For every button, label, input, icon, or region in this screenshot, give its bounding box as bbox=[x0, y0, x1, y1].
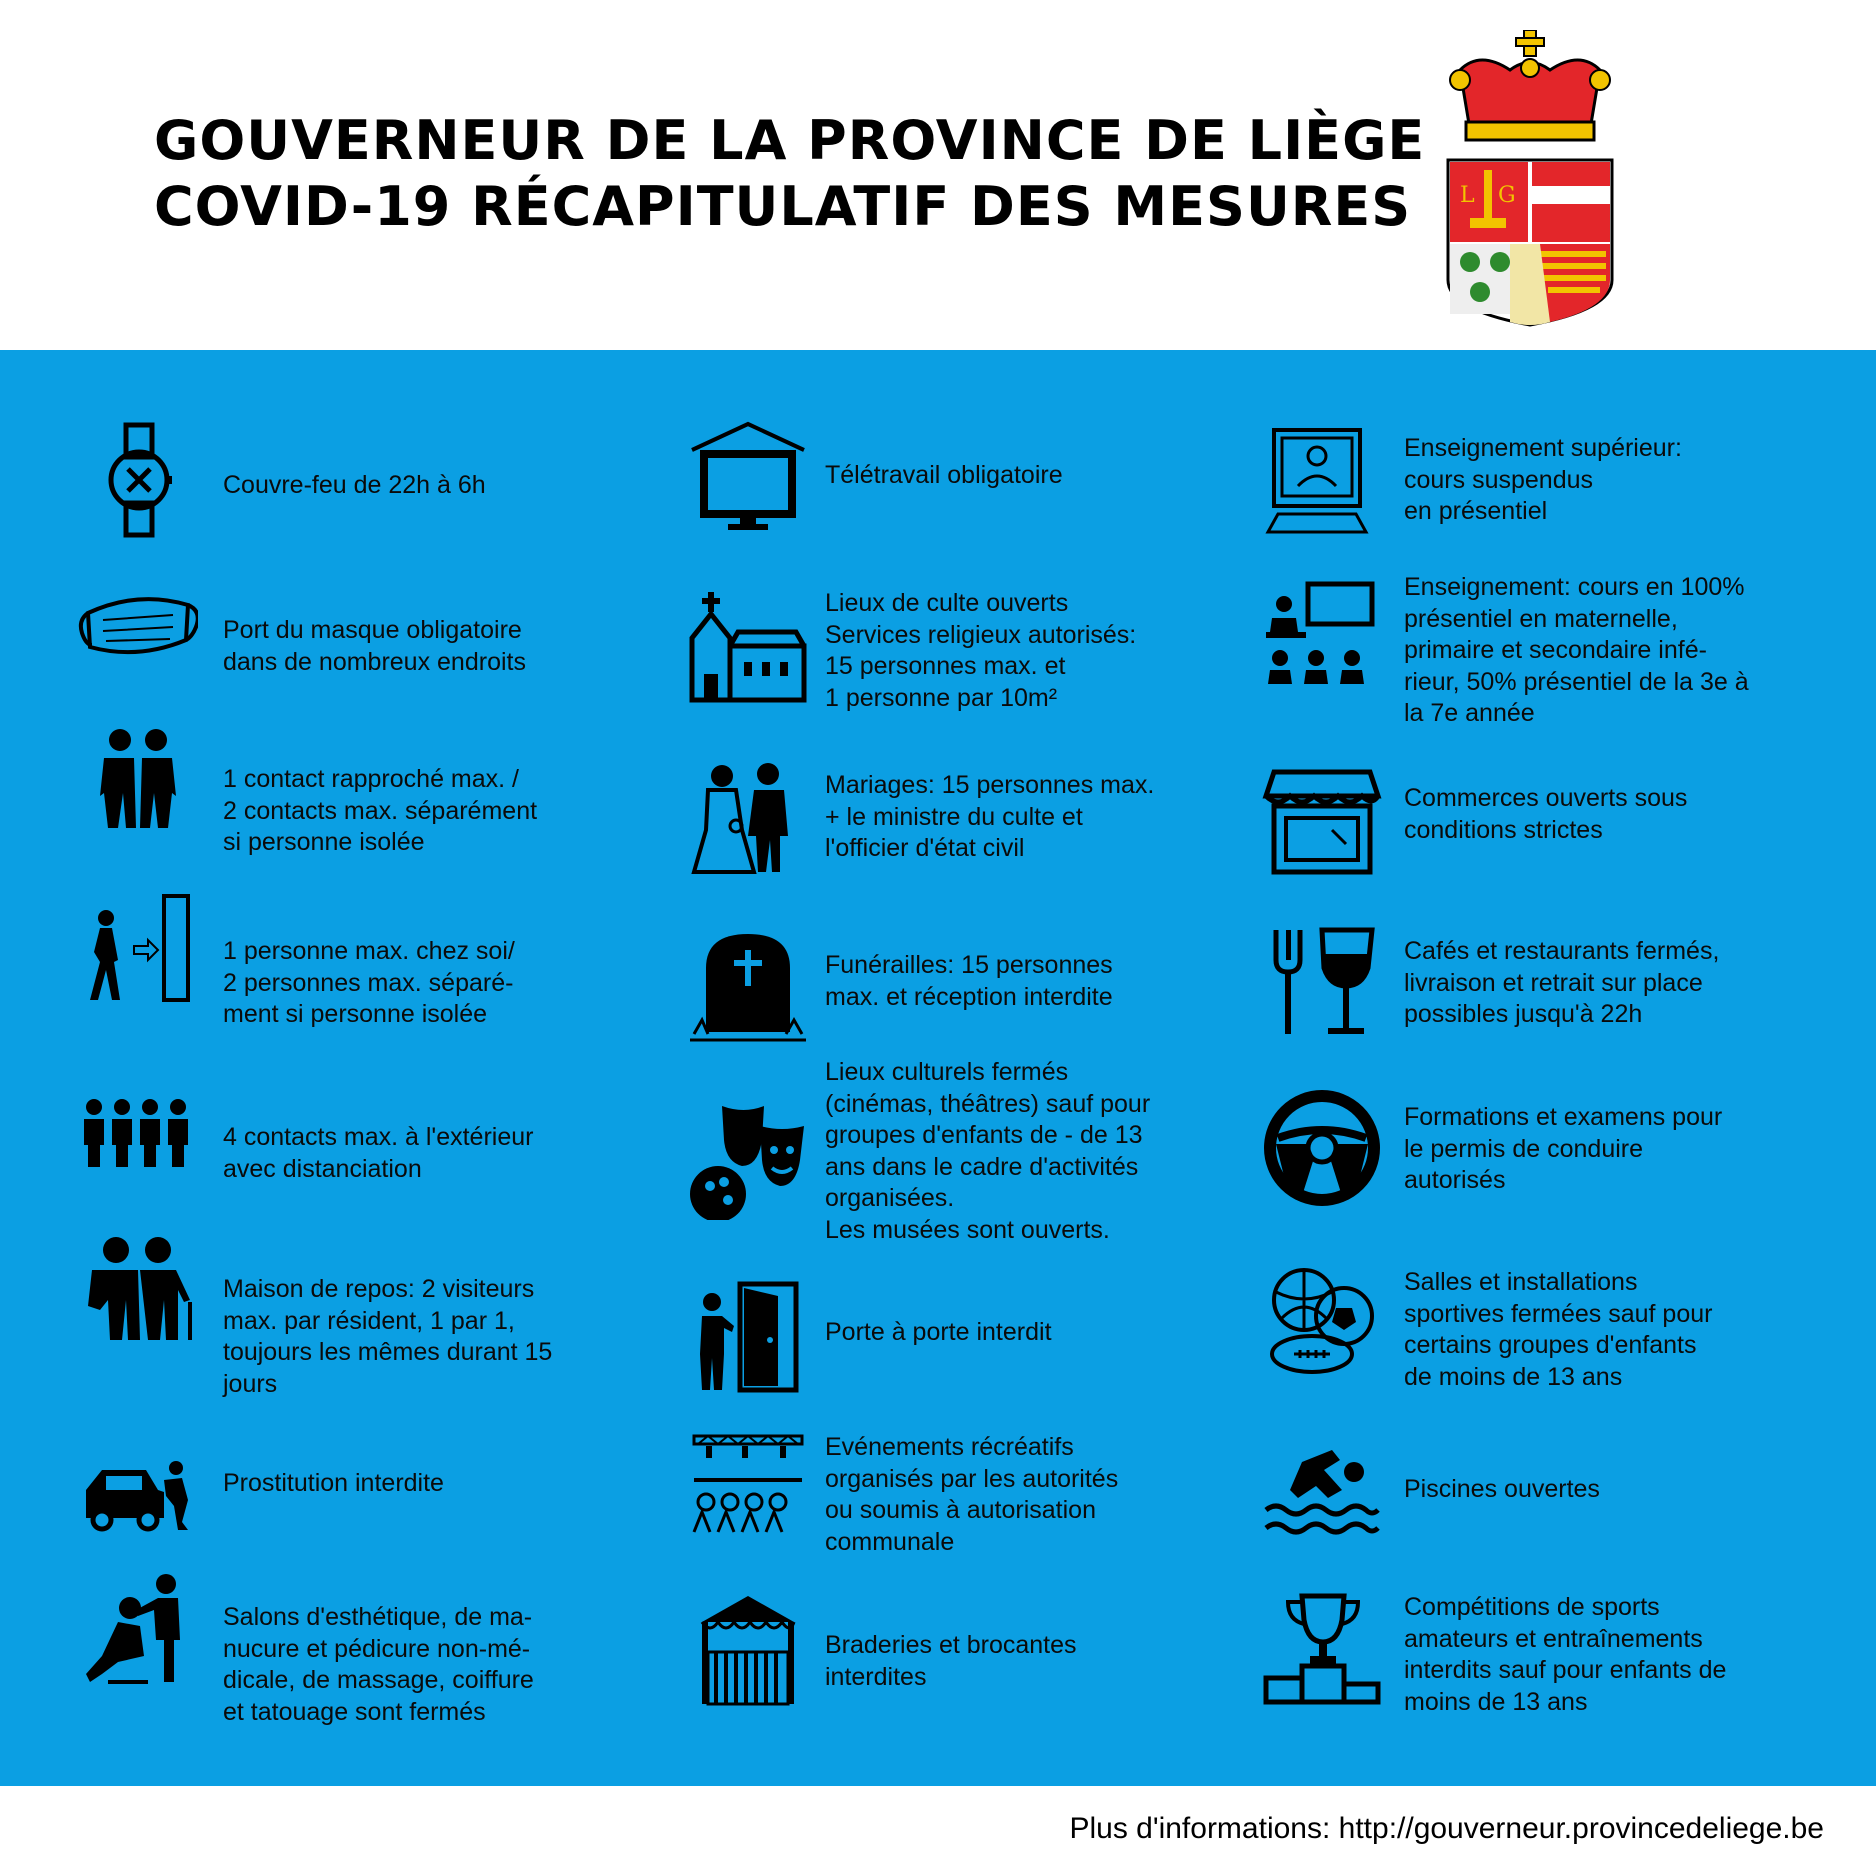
measure-text: 1 contact rapproché max. / 2 contacts max. séparément si personne isolée bbox=[223, 765, 538, 856]
measure-text: Salons d'esthétique, de ma- nucure et pédicure non-mé- dicale, de massage, coiffure et tatouage sont fermés bbox=[223, 1603, 534, 1726]
measure-text: Porte à porte interdit bbox=[825, 1318, 1052, 1346]
shop-icon bbox=[1262, 760, 1382, 880]
door-to-door-icon bbox=[688, 1278, 808, 1398]
measure-text: Formations et examens pour le permis de conduire autorisés bbox=[1404, 1103, 1723, 1194]
measure-text: Commerces ouverts sous conditions strictes bbox=[1404, 784, 1688, 844]
close-contacts-icon bbox=[78, 718, 198, 838]
header bbox=[0, 0, 1876, 350]
measure-text: Cafés et restaurants fermés, livraison et retrait sur place possibles jusqu'à 22h bbox=[1404, 937, 1720, 1028]
home-visitor-icon bbox=[78, 890, 198, 1010]
measure-text: Télétravail obligatoire bbox=[825, 461, 1063, 489]
province-crest-logo bbox=[1440, 30, 1620, 330]
measure-text: Evénements récréatifs organisés par les autorités ou soumis à autorisation communale bbox=[825, 1433, 1119, 1556]
measure-text: Port du masque obligatoire dans de nombreux endroits bbox=[223, 616, 526, 676]
measure-text: Lieux de culte ouverts Services religieux autorisés: 15 personnes max. et 1 personne par 10m² bbox=[825, 589, 1137, 712]
measure-text: Couvre-feu de 22h à 6h bbox=[223, 471, 486, 499]
measure-text: Mariages: 15 personnes max. + le ministre du culte et l'officier d'état civil bbox=[825, 771, 1155, 862]
measure-text: Braderies et brocantes interdites bbox=[825, 1631, 1077, 1691]
swimmer-icon bbox=[1262, 1432, 1382, 1552]
watch-curfew-icon bbox=[78, 420, 198, 540]
car-prostitution-icon bbox=[78, 1430, 198, 1550]
measure-text: Prostitution interdite bbox=[223, 1469, 444, 1497]
title-line-2: COVID-19 RÉCAPITULATIF DES MESURES bbox=[154, 175, 1412, 238]
steering-wheel-icon bbox=[1262, 1088, 1382, 1208]
classroom-icon bbox=[1262, 578, 1382, 698]
measure-text: Enseignement supérieur: cours suspendus en présentiel bbox=[1404, 434, 1682, 525]
footer-info-link[interactable]: Plus d'informations: http://gouverneur.provincedeliege.be bbox=[1069, 1812, 1824, 1845]
telework-icon bbox=[688, 420, 808, 540]
svg-text:G: G bbox=[1498, 183, 1516, 208]
tombstone-icon bbox=[688, 928, 808, 1048]
trophy-podium-icon bbox=[1262, 1590, 1382, 1710]
fork-glass-icon bbox=[1262, 920, 1382, 1040]
title-line-1: GOUVERNEUR DE LA PROVINCE DE LIÈGE bbox=[154, 109, 1426, 172]
measure-text: Compétitions de sports amateurs et entraînements interdits sauf pour enfants de moins de 13 ans bbox=[1404, 1593, 1727, 1716]
four-people-icon bbox=[78, 1075, 198, 1195]
page-title bbox=[154, 108, 1425, 240]
measure-text: Salles et installations sportives fermées sauf pour certains groupes d'enfants de moins de 13 ans bbox=[1404, 1268, 1713, 1391]
svg-text:L: L bbox=[1460, 183, 1475, 208]
measure-text: Maison de repos: 2 visiteurs max. par résident, 1 par 1, toujours les mêmes durant 15 jours bbox=[223, 1275, 553, 1398]
online-class-icon bbox=[1262, 424, 1382, 544]
measure-text: 1 personne max. chez soi/ 2 personnes max. séparé- ment si personne isolée bbox=[223, 937, 515, 1028]
face-mask-icon bbox=[78, 565, 198, 685]
sports-balls-icon bbox=[1262, 1262, 1382, 1382]
elderly-visitors-icon bbox=[78, 1230, 198, 1350]
measure-text: Lieux culturels fermés (cinémas, théâtres) sauf pour groupes d'enfants de - de 13 ans dans le cadre d'activités organisées. Les musées sont ouverts. bbox=[825, 1058, 1151, 1244]
measure-text: Funérailles: 15 personnes max. et réception interdite bbox=[825, 951, 1113, 1011]
hairdresser-icon bbox=[78, 1570, 198, 1690]
church-icon bbox=[688, 588, 808, 708]
measure-text: Enseignement: cours en 100% présentiel en maternelle, primaire et secondaire infé- rieur, 50% présentiel de la 3e à la 7e année bbox=[1404, 573, 1749, 727]
market-stall-icon bbox=[688, 1592, 808, 1712]
theatre-masks-icon bbox=[688, 1100, 808, 1220]
measure-text: Piscines ouvertes bbox=[1404, 1475, 1600, 1503]
wedding-icon bbox=[688, 760, 808, 880]
event-stage-icon bbox=[688, 1428, 808, 1548]
measure-text: 4 contacts max. à l'extérieur avec distanciation bbox=[223, 1123, 534, 1183]
